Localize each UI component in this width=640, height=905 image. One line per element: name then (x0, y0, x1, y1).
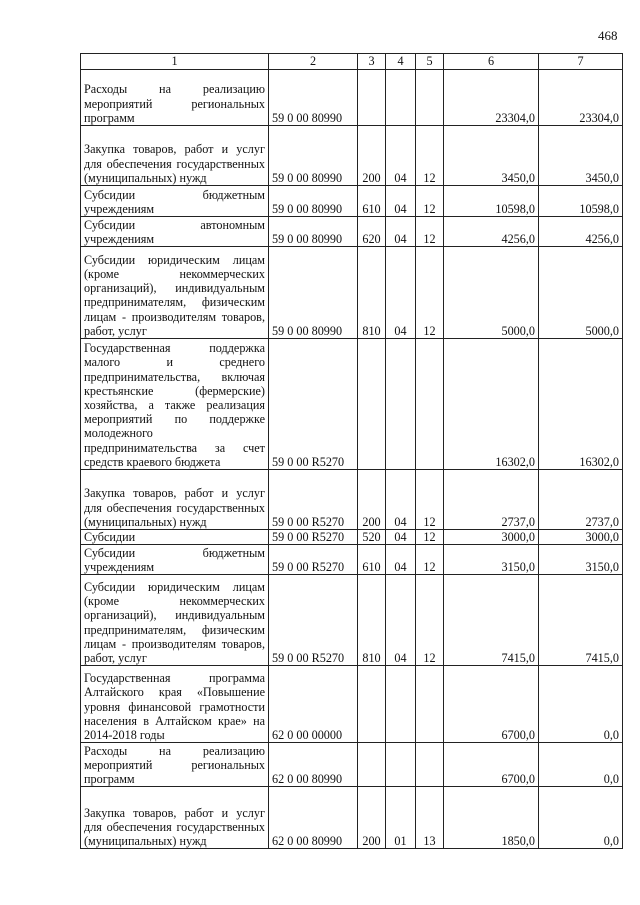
row-col4 (386, 339, 416, 470)
row-value7: 0,0 (539, 666, 623, 743)
table-row (81, 247, 623, 339)
row-col5: 12 (416, 470, 444, 530)
row-name: Субсидии автономным учреждениям (81, 217, 269, 247)
row-value6: 2737,0 (444, 470, 539, 530)
row-col4: 04 (386, 217, 416, 247)
row-code: 59 0 00 R5270 (269, 545, 358, 575)
table-header-row (81, 54, 623, 70)
row-col5: 13 (416, 787, 444, 849)
row-col4 (386, 743, 416, 787)
row-code: 62 0 00 00000 (269, 666, 358, 743)
row-name: Государственная поддержка малого и среднего предпринимательства, включая крестьянские (фермерские) хозяйства, а также реализация мероприятий по поддержке молодежного предпринимательства за счет средств краевого бюджета (81, 339, 269, 470)
col-header-5: 5 (416, 54, 444, 70)
row-value7: 4256,0 (539, 217, 623, 247)
row-name: Закупка товаров, работ и услуг для обеспечения государственных (муниципальных) нужд (81, 787, 269, 849)
row-name: Расходы на реализацию мероприятий региональных программ (81, 743, 269, 787)
row-name: Закупка товаров, работ и услуг для обеспечения государственных (муниципальных) нужд (81, 470, 269, 530)
table-row (81, 743, 623, 787)
row-col3: 520 (358, 530, 386, 545)
page-number: 468 (598, 28, 618, 43)
row-value7: 16302,0 (539, 339, 623, 470)
row-col5 (416, 339, 444, 470)
row-col4: 01 (386, 787, 416, 849)
col-header-1: 1 (81, 54, 269, 70)
row-value7: 0,0 (539, 787, 623, 849)
row-col4: 04 (386, 186, 416, 217)
table-row (81, 70, 623, 126)
row-code: 59 0 00 80990 (269, 247, 358, 339)
row-col3: 610 (358, 186, 386, 217)
row-col3: 610 (358, 545, 386, 575)
row-code: 59 0 00 R5270 (269, 339, 358, 470)
row-col3 (358, 666, 386, 743)
row-value6: 6700,0 (444, 666, 539, 743)
row-col4: 04 (386, 247, 416, 339)
row-col5 (416, 70, 444, 126)
row-col3: 810 (358, 247, 386, 339)
table-row (81, 530, 623, 545)
row-col4: 04 (386, 530, 416, 545)
row-col4: 04 (386, 470, 416, 530)
row-name: Субсидии бюджетным учреждениям (81, 186, 269, 217)
table-row (81, 545, 623, 575)
row-code: 59 0 00 80990 (269, 70, 358, 126)
table-row (81, 186, 623, 217)
row-col4 (386, 666, 416, 743)
table-row (81, 666, 623, 743)
row-value7: 3150,0 (539, 545, 623, 575)
row-col4: 04 (386, 575, 416, 666)
row-value6: 7415,0 (444, 575, 539, 666)
row-name: Субсидии юридическим лицам (кроме некоммерческих организаций), индивидуальным предпринимателям, физическим лицам - производителям товаров, работ, услуг (81, 575, 269, 666)
row-col4: 04 (386, 545, 416, 575)
col-header-7: 7 (539, 54, 623, 70)
table-row (81, 126, 623, 186)
row-col5 (416, 666, 444, 743)
col-header-3: 3 (358, 54, 386, 70)
col-header-2: 2 (269, 54, 358, 70)
col-header-4: 4 (386, 54, 416, 70)
row-col3: 810 (358, 575, 386, 666)
row-name: Расходы на реализацию мероприятий региональных программ (81, 70, 269, 126)
row-col4: 04 (386, 126, 416, 186)
row-value7: 23304,0 (539, 70, 623, 126)
row-value7: 0,0 (539, 743, 623, 787)
row-value6: 1850,0 (444, 787, 539, 849)
row-col3 (358, 70, 386, 126)
row-value6: 10598,0 (444, 186, 539, 217)
table-row (81, 339, 623, 470)
row-code: 59 0 00 80990 (269, 217, 358, 247)
row-code: 59 0 00 80990 (269, 186, 358, 217)
row-col3: 200 (358, 470, 386, 530)
row-col3 (358, 743, 386, 787)
row-col3: 200 (358, 787, 386, 849)
row-col3: 620 (358, 217, 386, 247)
row-col5: 12 (416, 530, 444, 545)
row-value6: 3000,0 (444, 530, 539, 545)
row-value7: 3000,0 (539, 530, 623, 545)
row-name: Субсидии юридическим лицам (кроме некоммерческих организаций), индивидуальным предпринимателям, физическим лицам - производителям товаров, работ, услуг (81, 247, 269, 339)
table-row (81, 575, 623, 666)
row-name: Закупка товаров, работ и услуг для обеспечения государственных (муниципальных) нужд (81, 126, 269, 186)
row-name: Государственная программа Алтайского края «Повышение уровня финансовой грамотности населения в Алтайском крае» на 2014-2018 годы (81, 666, 269, 743)
col-header-6: 6 (444, 54, 539, 70)
row-value6: 6700,0 (444, 743, 539, 787)
table-row (81, 470, 623, 530)
row-value6: 16302,0 (444, 339, 539, 470)
row-col5: 12 (416, 575, 444, 666)
row-value7: 10598,0 (539, 186, 623, 217)
table-row (81, 787, 623, 849)
row-value6: 4256,0 (444, 217, 539, 247)
row-code: 59 0 00 R5270 (269, 530, 358, 545)
row-col4 (386, 70, 416, 126)
row-col5: 12 (416, 247, 444, 339)
row-value6: 3450,0 (444, 126, 539, 186)
row-col5: 12 (416, 217, 444, 247)
row-value6: 5000,0 (444, 247, 539, 339)
row-code: 59 0 00 R5270 (269, 470, 358, 530)
row-col5: 12 (416, 186, 444, 217)
row-value7: 7415,0 (539, 575, 623, 666)
row-col5 (416, 743, 444, 787)
row-value6: 23304,0 (444, 70, 539, 126)
row-value7: 2737,0 (539, 470, 623, 530)
row-col5: 12 (416, 126, 444, 186)
table-row (81, 217, 623, 247)
row-code: 59 0 00 R5270 (269, 575, 358, 666)
row-col3: 200 (358, 126, 386, 186)
row-name: Субсидии (81, 530, 269, 545)
row-value7: 5000,0 (539, 247, 623, 339)
row-col5: 12 (416, 545, 444, 575)
row-name: Субсидии бюджетным учреждениям (81, 545, 269, 575)
row-value7: 3450,0 (539, 126, 623, 186)
row-code: 62 0 00 80990 (269, 743, 358, 787)
row-code: 59 0 00 80990 (269, 126, 358, 186)
row-value6: 3150,0 (444, 545, 539, 575)
row-code: 62 0 00 80990 (269, 787, 358, 849)
row-col3 (358, 339, 386, 470)
budget-table (80, 53, 623, 849)
